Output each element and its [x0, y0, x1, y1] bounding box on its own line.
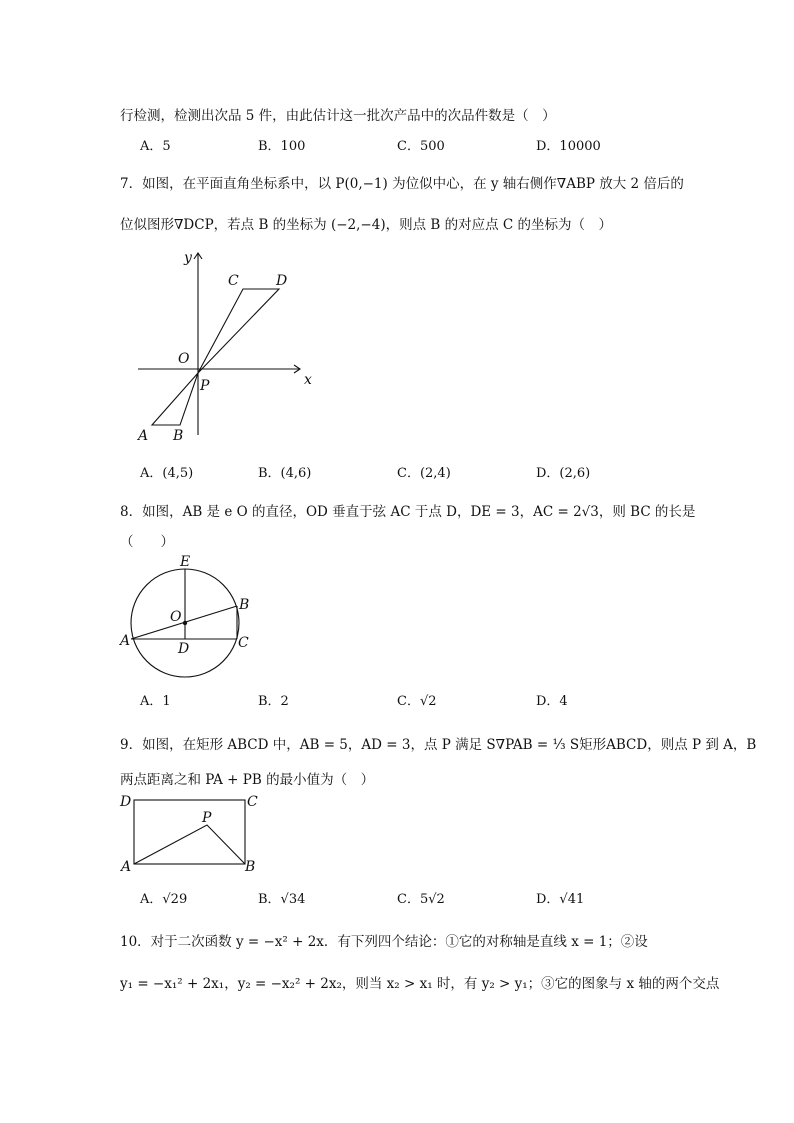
q7-label-d: D — [276, 273, 288, 289]
q7-label-c: C — [228, 273, 239, 289]
q7-option-a: A．(4,5) — [140, 466, 194, 481]
q7-triangle-abp — [152, 373, 198, 425]
q9-option-a: A．√29 — [140, 892, 188, 907]
q9-label-c: C — [247, 794, 258, 810]
q7-stem-line1: 7．如图，在平面直角坐标系中，以 P(0,−1) 为位似中心，在 y 轴右侧作∇ABP 放大 2 倍后的 — [120, 176, 684, 192]
q8-center-dot — [183, 621, 187, 625]
q10-stem-line2: y₁ = −x₁² + 2x₁，y₂ = −x₂² + 2x₂，则当 x₂ > x₁ 时，有 y₂ > y₁；③它的图象与 x 轴的两个交点 — [120, 976, 720, 992]
q9-label-p: P — [202, 810, 212, 826]
q7-coordinate-figure — [130, 245, 330, 445]
q9-option-b: B．√34 — [258, 892, 306, 907]
q6-option-b: B．100 — [258, 139, 306, 154]
q10-stem-line1: 10．对于二次函数 y = −x² + 2x．有下列四个结论：①它的对称轴是直线 x = 1；②设 — [120, 934, 648, 950]
q7-option-b: B．(4,6) — [258, 466, 312, 481]
q7-label-o: O — [178, 351, 190, 367]
q7-label-a: A — [138, 428, 149, 444]
q8-label-d: D — [178, 641, 190, 657]
q8-label-a: A — [120, 633, 131, 649]
q8-option-b: B．2 — [258, 694, 289, 709]
q7-stem-line2: 位似图形∇DCP，若点 B 的坐标为 (−2,−4)，则点 B 的对应点 C 的坐标为（ ） — [120, 217, 612, 233]
q7-triangle-dcp — [198, 289, 279, 373]
q7-option-d: D．(2,6) — [536, 466, 591, 481]
q8-options — [140, 690, 700, 710]
q9-options — [140, 888, 700, 908]
q8-label-c: C — [238, 635, 249, 651]
q8-option-c: C．√2 — [397, 694, 437, 709]
q7-options — [140, 462, 700, 482]
q6-option-c: C．500 — [397, 139, 445, 154]
q7-label-p: P — [200, 378, 210, 394]
q8-circle-figure — [118, 553, 258, 681]
q9-rectangle-abcd — [134, 800, 245, 864]
q9-option-c: C．5√2 — [397, 892, 445, 907]
q9-rectangle-figure — [116, 790, 266, 875]
q7-label-x: x — [304, 372, 312, 388]
q8-stem-line2: （ ） — [120, 534, 174, 550]
q8-option-a: A．1 — [140, 694, 171, 709]
q6-option-a: A．5 — [140, 139, 171, 154]
q9-stem-line1: 9．如图，在矩形 ABCD 中，AB = 5，AD = 3，点 P 满足 S∇PAB = ⅓ S矩形ABCD，则点 P 到 A，B — [120, 737, 757, 753]
q9-path-apb — [134, 825, 245, 864]
q8-label-b: B — [239, 597, 250, 613]
q8-label-o: O — [170, 609, 182, 625]
q6-options — [140, 135, 700, 155]
q7-label-b: B — [173, 428, 184, 444]
q8-stem-line1: 8．如图，AB 是 e O 的直径，OD 垂直于弦 AC 于点 D，DE = 3，AC = 2√3，则 BC 的长是 — [120, 504, 696, 520]
q8-label-e: E — [180, 554, 191, 570]
q9-option-d: D．√41 — [536, 892, 585, 907]
q9-label-a: A — [121, 859, 132, 875]
q9-label-d: D — [120, 794, 132, 810]
q9-label-b: B — [245, 859, 256, 875]
q9-stem-line2: 两点距离之和 PA + PB 的最小值为（ ） — [120, 772, 375, 788]
q8-option-d: D．4 — [536, 694, 568, 709]
q6-option-d: D．10000 — [536, 139, 601, 154]
q7-label-y: y — [184, 250, 192, 266]
q6-continuation-text: 行检测，检测出次品 5 件，由此估计这一批次产品中的次品件数是（ ） — [120, 108, 556, 124]
q7-option-c: C．(2,4) — [397, 466, 451, 481]
